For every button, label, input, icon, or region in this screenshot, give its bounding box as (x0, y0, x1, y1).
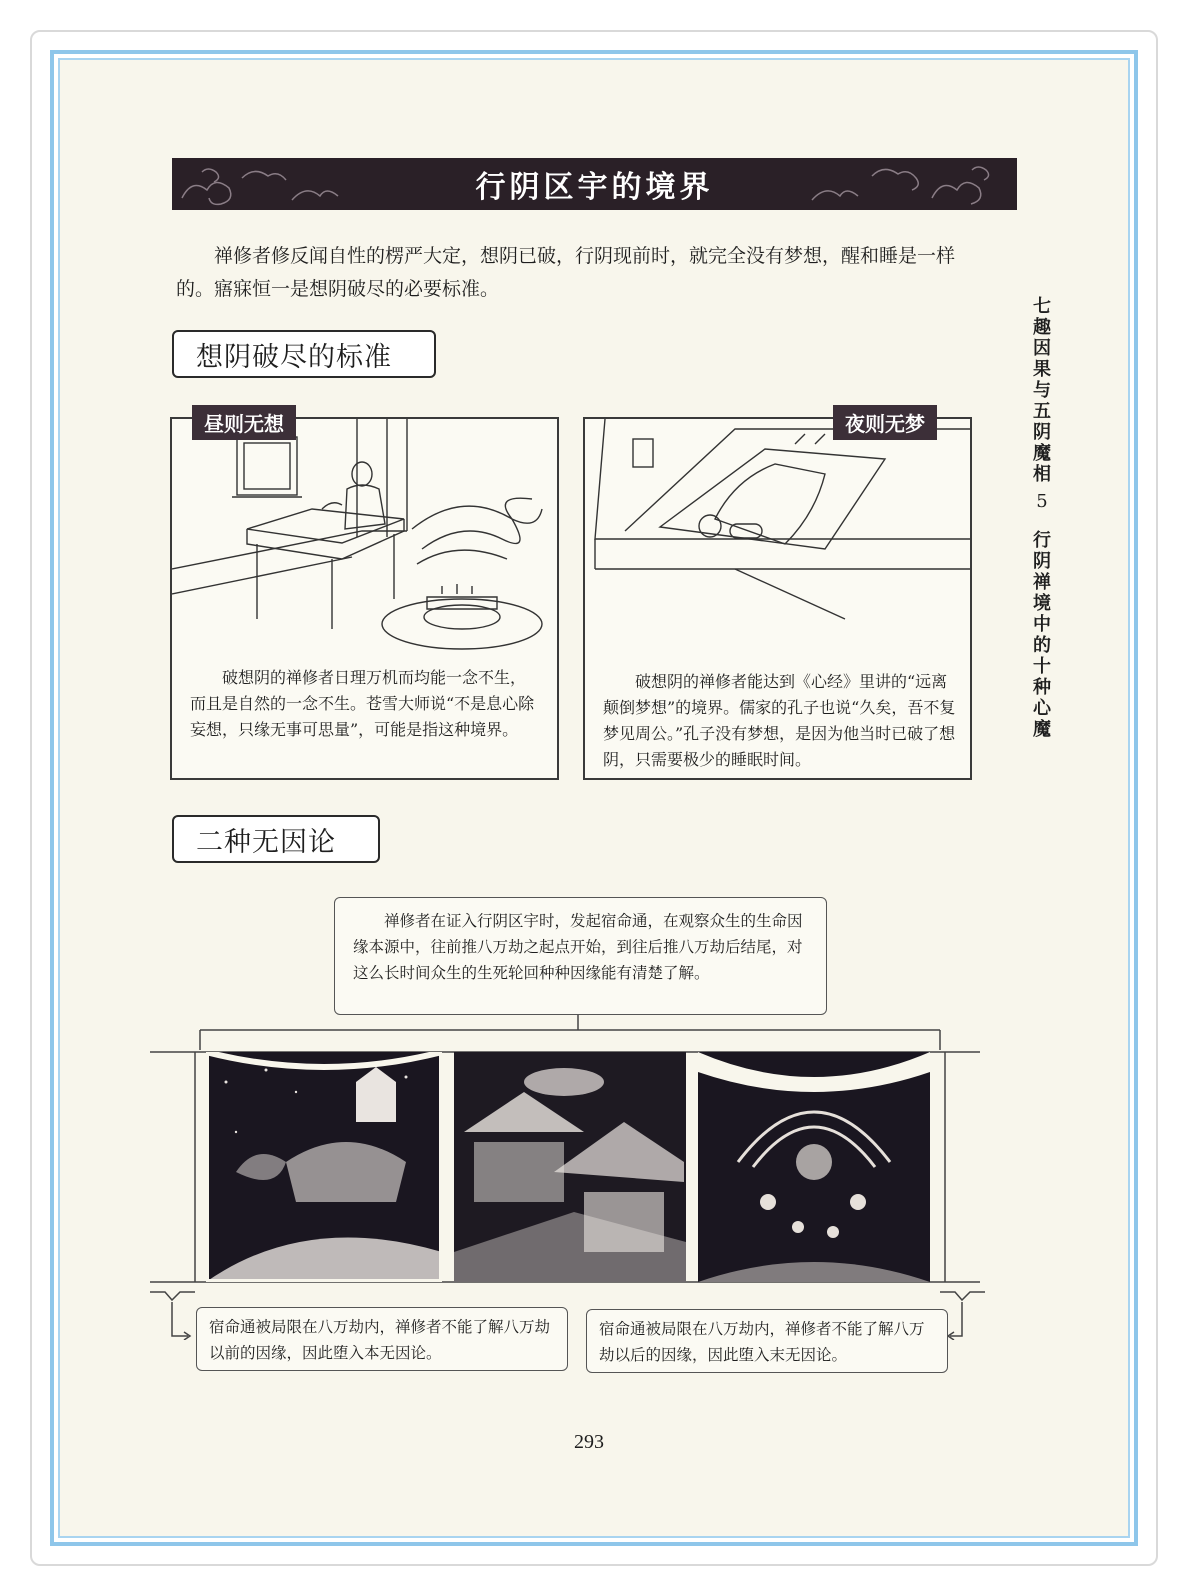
side-text-char: 趣 (1033, 317, 1051, 338)
page-title: 行阴区宇的境界 (475, 170, 714, 205)
side-text-char: 魔 (1033, 719, 1051, 740)
side-text-char: 相 (1033, 464, 1051, 485)
side-chapter-text (1030, 296, 1054, 740)
palace-illustration-center (454, 1052, 686, 1282)
monk-at-desk-illustration (172, 419, 557, 659)
side-text-char: 种 (1033, 677, 1051, 698)
section-heading-label: 想阴破尽的标准 (196, 341, 392, 373)
page-number: 293 (574, 1431, 604, 1453)
side-text-char: 心 (1033, 698, 1051, 719)
side-text-char: 五 (1033, 401, 1051, 422)
side-text-char: 因 (1033, 338, 1051, 359)
section-heading-label: 二种无因论 (196, 826, 336, 858)
side-chapter-number: 5 (1036, 491, 1048, 512)
side-text-char: 七 (1033, 296, 1051, 317)
section-heading-standard (172, 330, 436, 378)
panel-day-no-thought (170, 412, 559, 780)
section-heading-two-theories (172, 815, 380, 863)
cosmic-illustration-left (206, 1052, 442, 1282)
side-text-char: 阴 (1033, 551, 1051, 572)
panel-tag-night: 夜则无梦 (833, 405, 937, 440)
side-text-char: 境 (1033, 593, 1051, 614)
side-chapter-subtitle (1030, 530, 1054, 740)
panel-tag-day: 昼则无想 (192, 405, 296, 440)
side-text-char: 阴 (1033, 422, 1051, 443)
center-description-box (334, 897, 827, 1015)
side-text-char: 十 (1033, 656, 1051, 677)
panel-night-no-dream (583, 412, 972, 780)
center-description-text: 禅修者在证入行阴区宇时，发起宿命通，在观察众生的生命因缘本源中，往前推八万劫之起点开始，到往后推八万劫后结尾，对这么长时间众生的生死轮回种种因缘能有清楚了解。 (353, 912, 803, 982)
monk-sleeping-illustration (585, 419, 970, 659)
intro-paragraph: 禅修者修反闻自性的楞严大定，想阴已破，行阴现前时，就完全没有梦想，醒和睡是一样的。寤寐恒一是想阴破尽的必要标准。 (176, 245, 956, 300)
page-banner (172, 158, 1017, 210)
side-text-char: 禅 (1033, 572, 1051, 593)
side-text-char: 行 (1033, 530, 1051, 551)
side-text-char: 中 (1033, 614, 1051, 635)
side-text-char: 与 (1033, 380, 1051, 401)
side-text-char: 的 (1033, 635, 1051, 656)
note-future-no-cause: 宿命通被局限在八万劫内，禅修者不能了解八万劫以后的因缘，因此堕入末无因论。 (586, 1309, 948, 1373)
side-chapter-title (1030, 296, 1054, 485)
side-text-char: 果 (1033, 359, 1051, 380)
panel-night-caption: 破想阴的禅修者能达到《心经》里讲的“远离颠倒梦想”的境界。儒家的孔子也说“久矣，吾不复梦见周公。”孔子没有梦想，是因为他当时已破了想阴，只需要极少的睡眠时间。 (603, 672, 956, 769)
note-past-no-cause: 宿命通被局限在八万劫内，禅修者不能了解八万劫以前的因缘，因此堕入本无因论。 (196, 1307, 568, 1371)
side-text-char: 魔 (1033, 443, 1051, 464)
panel-day-caption: 破想阴的禅修者日理万机而均能一念不生，而且是自然的一念不生。苍雪大师说“不是息心除妄想，只缘无事可思量”，可能是指这种境界。 (190, 668, 535, 739)
deities-illustration-right (698, 1052, 930, 1282)
